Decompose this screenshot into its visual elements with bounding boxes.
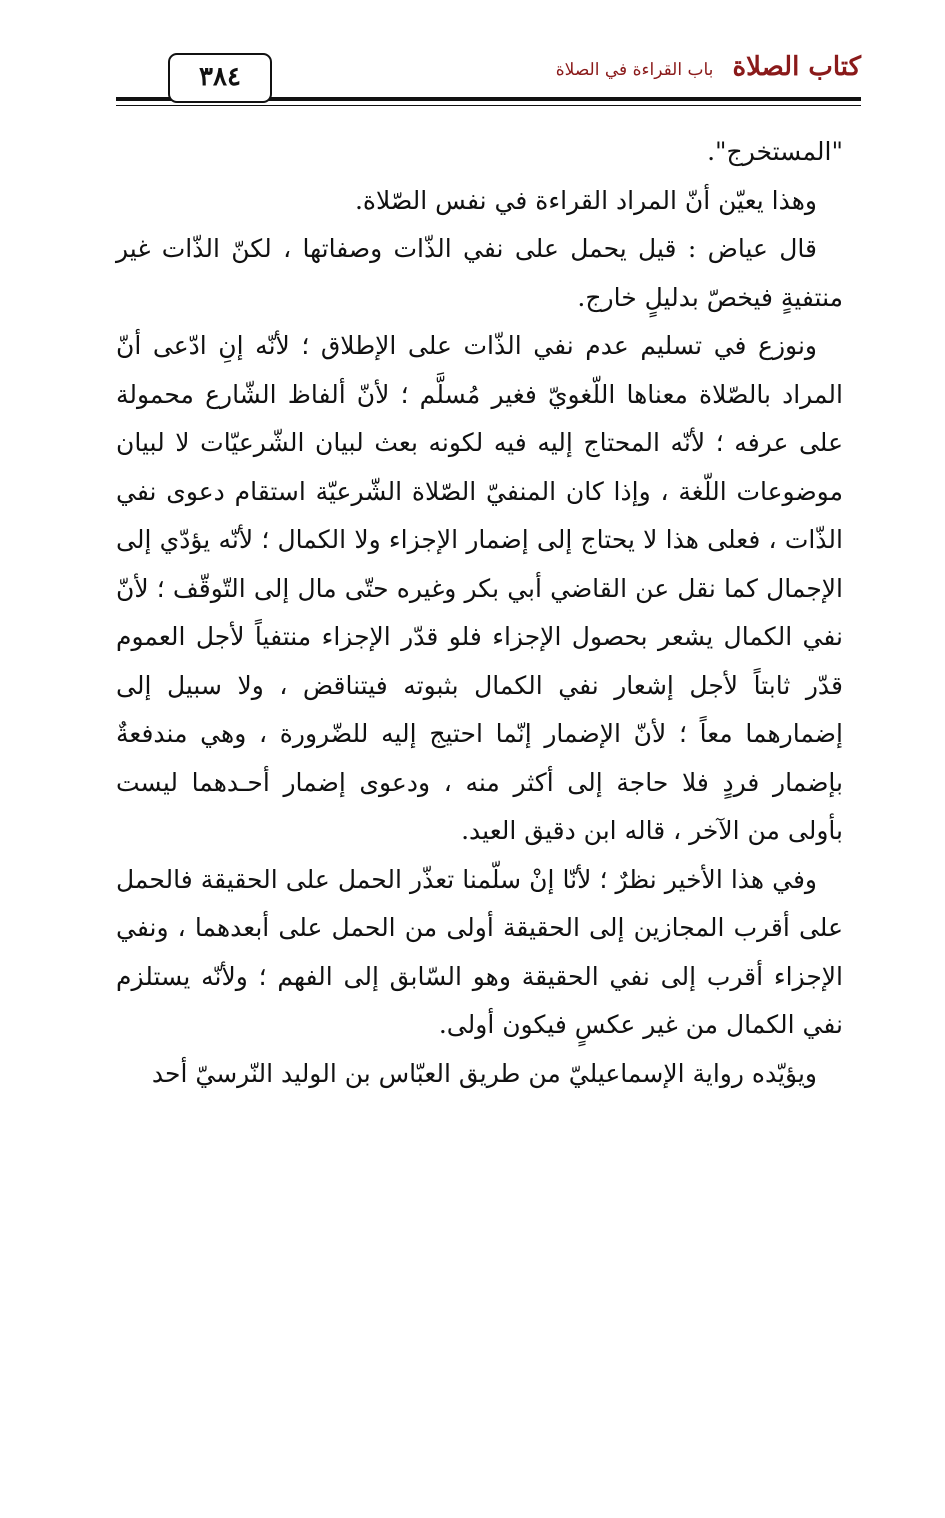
book-title: كتاب الصلاة	[732, 52, 861, 82]
page-header	[116, 50, 861, 108]
chapter-title: باب القراءة في الصلاة	[555, 60, 714, 80]
paragraph-4: ونوزع في تسليم عدم نفي الذّات على الإطلاق ؛ لأنّه إنِ ادّعى أنّ المراد بالصّلاة معناها اللّغويّ فغير مُسلَّم ؛ لأنّ ألفاظ الشّارع محمولة على عرفه ؛ لأنّه المحتاج إليه فيه لكونه بعث لبيان الشّرعيّات لا لبيان موضوعات اللّغة ، وإذا كان المنفيّ الصّلاة الشّرعيّة استقام دعوى نفي الذّات ، فعلى هذا لا يحتاج إلى إضمار الإجزاء ولا الكمال ؛ لأنّه يؤدّي إلى الإجمال كما نقل عن القاضي أبي بكر وغيره حتّى مال إلى التّوقّف ؛ لأنّ نفي الكمال يشعر بحصول الإجزاء فلو قدّر الإجزاء منتفياً لأجل العموم قدّر ثابتاً لأجل إشعار نفي الكمال بثبوته فيتناقض ، ولا سبيل إلى إضمارهما معاً ؛ لأنّ الإضمار إنّما احتيج إليه للضّرورة ، وهي مندفعةٌ بإضمار فردٍ فلا حاجة إلى أكثر منه ، ودعوى إضمار أحـدهما ليست بأولى من الآخر ، قاله ابن دقيق العيد.	[116, 331, 843, 845]
paragraph-3: قال عياض : قيل يحمل على نفي الذّات وصفاتها ، لكنّ الذّات غير منتفيةٍ فيخصّ بدليلٍ خارج.	[116, 234, 843, 312]
paragraph-2: وهذا يعيّن أنّ المراد القراءة في نفس الصّلاة.	[354, 185, 817, 215]
page-body	[116, 128, 843, 1098]
paragraph-6: ويؤيّده رواية الإسماعيليّ من طريق العبّاس بن الوليد النّرسيّ أحد	[151, 1058, 817, 1088]
page-number: ٣٨٤	[168, 53, 272, 103]
paragraph-5: وفي هذا الأخير نظرٌ ؛ لأنّا إنْ سلّمنا تعذّر الحمل على الحقيقة فالحمل على أقرب المجازين إلى الحقيقة أولى من الحمل على أبعدهما ، ونفي الإجزاء أقرب إلى نفي الحقيقة وهو السّابق إلى الفهم ؛ ولأنّه يستلزم نفي الكمال من غير عكسٍ فيكون أولى.	[116, 864, 843, 1039]
paragraph-1: "المستخرج".	[707, 137, 843, 166]
running-header	[556, 52, 861, 82]
header-rule-thin	[116, 105, 861, 106]
